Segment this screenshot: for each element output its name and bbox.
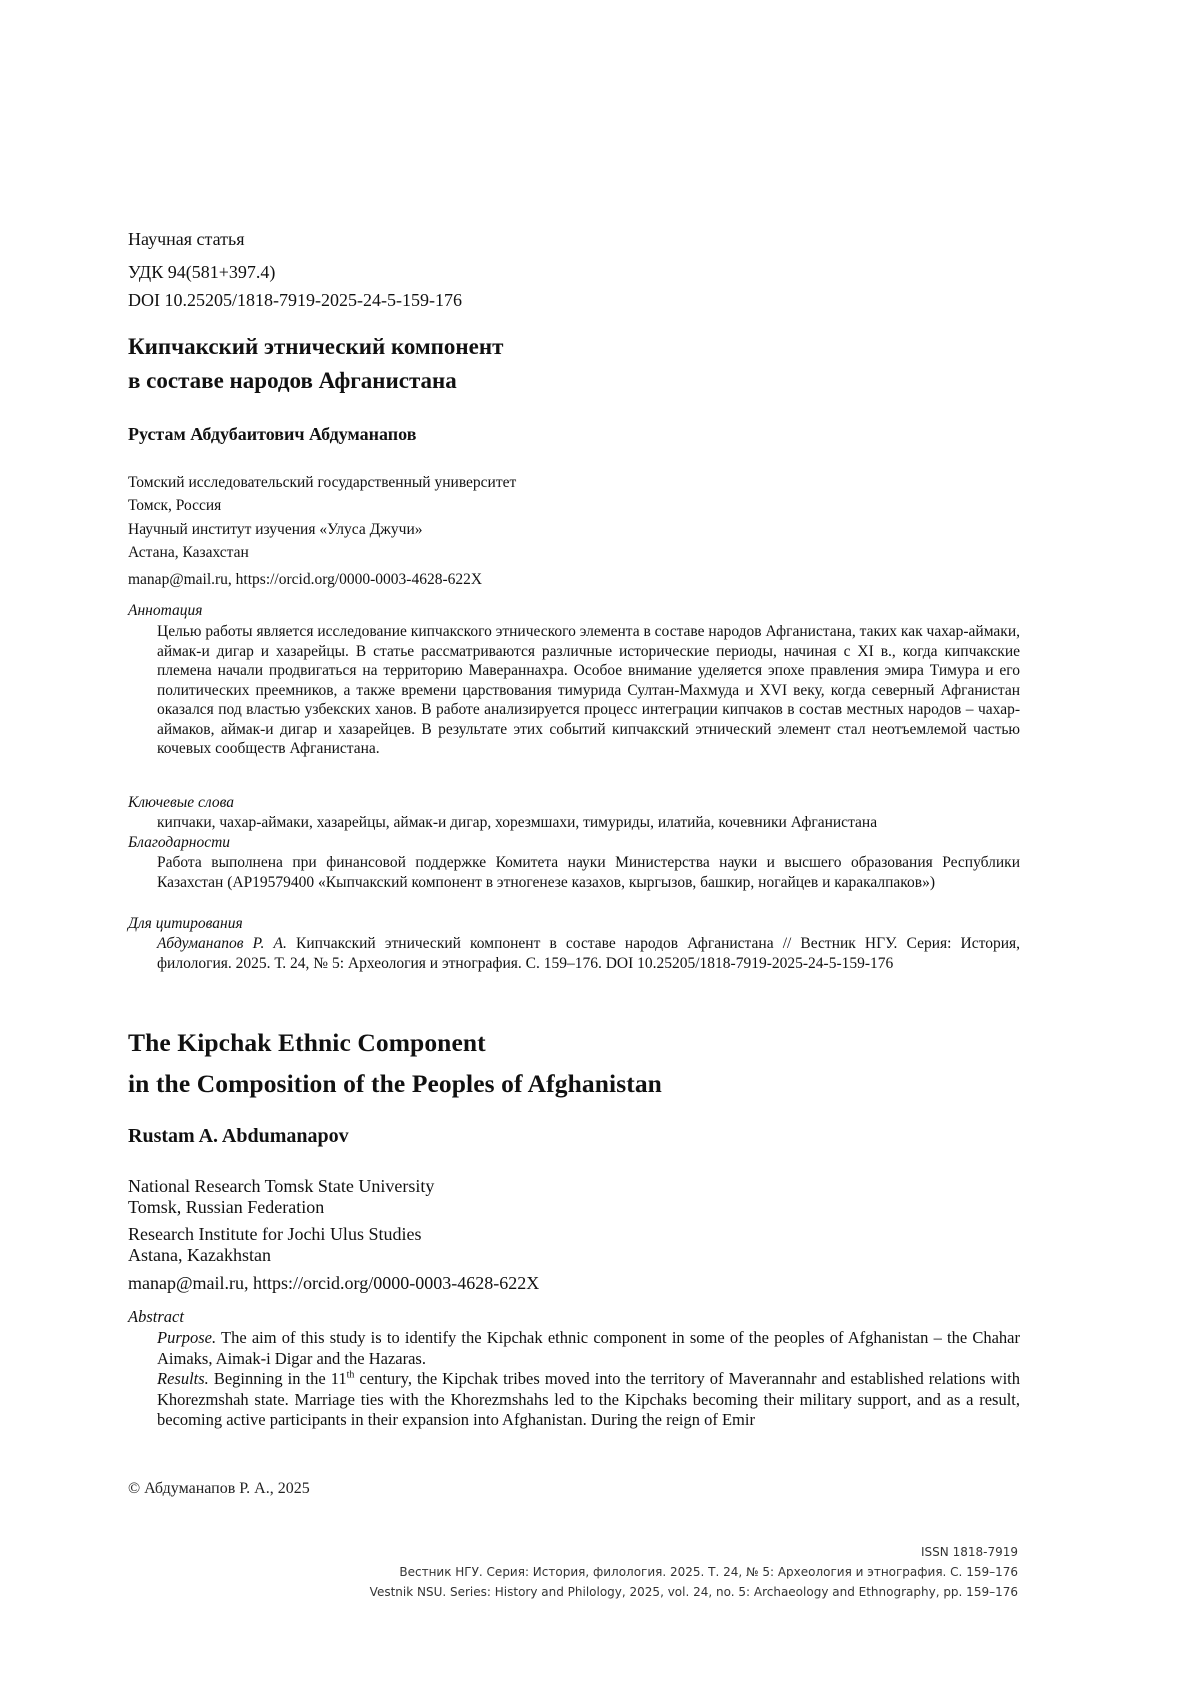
title-en-line1: The Kipchak Ethnic Component <box>128 1028 486 1057</box>
results-post: century, the Kipchak tribes moved into the territory of Maverannahr and established relations with Khorezmshah state. Marriage ties with the Khorezmshahs led to the Kipchaks becoming their military support, and as a result, becoming active participants in their expansion into Afghanistan. During the reign of Emir <box>157 1369 1020 1429</box>
affil2-en-line1: Research Institute for Jochi Ulus Studies <box>128 1224 422 1244</box>
author-ru: Рустам Абдубаитович Абдуманапов <box>128 424 417 444</box>
contact-ru: manap@mail.ru, https://orcid.org/0000-0003-4628-622X <box>128 571 483 588</box>
affil1-ru-line2: Томск, Россия <box>128 497 222 514</box>
footer-issn: ISSN 1818-7919 <box>921 1545 1018 1559</box>
affil1-en-line1: National Research Tomsk State University <box>128 1176 435 1196</box>
citation-label: Для цитирования <box>128 915 243 932</box>
udk-code: УДК 94(581+397.4) <box>128 262 276 282</box>
results-pre: Beginning in the 11 <box>208 1369 347 1388</box>
citation-body: Кипчакский этнический компонент в составе народов Афганистана // Вестник НГУ. Серия: История, филология. 2025. Т. 24, № 5: Археология и этнография. С. 159–176. DOI 10.25205/1818-7919-2025-24-5-159-176 <box>157 935 1020 972</box>
affil2-ru-line2: Астана, Казахстан <box>128 544 249 561</box>
title-ru-line2: в составе народов Афганистана <box>128 368 457 393</box>
keywords-text: кипчаки, чахар-аймаки, хазарейцы, аймак-и дигар, хорезмшахи, тимуриды, илатийа, кочевники Афганистана <box>157 814 878 831</box>
abstract-purpose <box>157 1328 1020 1369</box>
purpose-label: Purpose. <box>157 1328 217 1347</box>
affil2-en-line2: Astana, Kazakhstan <box>128 1245 271 1265</box>
footer-en: Vestnik NSU. Series: History and Philology, 2025, vol. 24, no. 5: Archaeology and Ethnography, pp. 159–176 <box>369 1585 1018 1599</box>
doi-header: DOI 10.25205/1818-7919-2025-24-5-159-176 <box>128 290 462 310</box>
keywords-label: Ключевые слова <box>128 794 234 811</box>
affil2-ru-line1: Научный институт изучения «Улуса Джучи» <box>128 521 423 538</box>
abstract-label: Abstract <box>128 1307 184 1326</box>
author-en: Rustam A. Abdumanapov <box>128 1125 349 1147</box>
title-ru-line1: Кипчакский этнический компонент <box>128 334 504 359</box>
affil1-ru-line1: Томский исследовательский государственный университет <box>128 474 517 491</box>
acknowledgements-label: Благодарности <box>128 834 231 851</box>
results-sup: th <box>346 1369 355 1381</box>
annotation-text: Целью работы является исследование кипчакского этнического элемента в составе народов Афганистана, таких как чахар-аймаки, аймак-и дигар и хазарейцы. В статье рассматриваются различные исторические периоды, начиная с XI в., когда кипчакские племена начали продвигаться на территорию Мавераннахра. Особое внимание уделяется эпохе правления эмира Тимура и его политических преемников, а также времени царствования тимурида Султан-Махмуда и XVI веку, когда северный Афганистан оказался под властью узбекских ханов. В работе анализируется процесс интеграции кипчаков в состав местных народов – чахар-аймаков, аймак-и дигар и хазарейцев. В результате этих событий кипчакский этнический элемент стал неотъемлемой частью кочевых сообществ Афганистана. <box>157 623 1020 757</box>
affil1-en-line2: Tomsk, Russian Federation <box>128 1197 325 1217</box>
footer-ru: Вестник НГУ. Серия: История, филология. 2025. Т. 24, № 5: Археология и этнография. С. 159–176 <box>399 1565 1018 1579</box>
title-en-line2: in the Composition of the Peoples of Afghanistan <box>128 1069 662 1098</box>
annotation-label: Аннотация <box>128 602 203 619</box>
article-type: Научная статья <box>128 229 245 249</box>
acknowledgements-text: Работа выполнена при финансовой поддержке Комитета науки Министерства науки и высшего образования Республики Казахстан (AP19579400 «Кыпчакский компонент в этногенезе казахов, кыргызов, башкир, ногайцев и каракалпаков») <box>157 854 1020 891</box>
citation-text <box>157 934 1020 973</box>
citation-author: Абдуманапов Р. А. <box>157 935 287 952</box>
purpose-text: The aim of this study is to identify the Kipchak ethnic component in some of the peoples of Afghanistan – the Chahar Aimaks, Aimak-i Digar and the Hazaras. <box>157 1328 1020 1368</box>
results-label: Results. <box>157 1369 209 1388</box>
copyright: © Абдуманапов Р. А., 2025 <box>128 1480 310 1497</box>
abstract-results <box>157 1369 1020 1431</box>
contact-en: manap@mail.ru, https://orcid.org/0000-0003-4628-622X <box>128 1273 540 1293</box>
